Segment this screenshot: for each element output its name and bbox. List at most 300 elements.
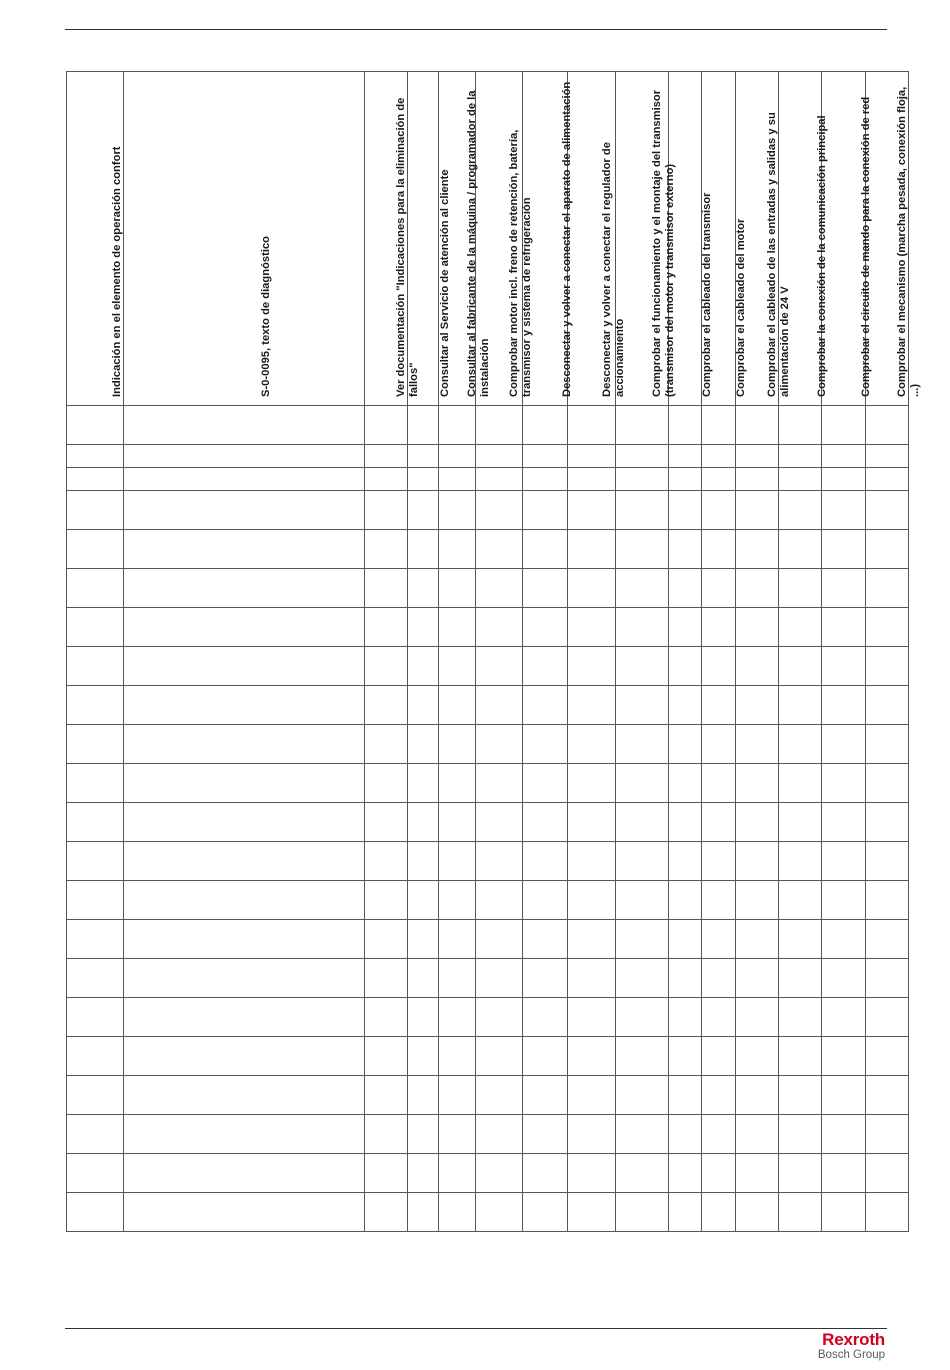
table-cell [736,881,779,920]
table-cell [365,406,408,445]
table-cell [822,647,866,686]
table-cell [124,647,365,686]
table-cell [669,803,702,842]
table-cell [669,1037,702,1076]
table-cell [866,920,909,959]
table-cell [439,686,476,725]
table-cell [439,530,476,569]
header-check-motor-wiring: Comprobar el cableado del motor [702,72,736,406]
table-cell [476,686,523,725]
table-cell [439,725,476,764]
table-cell [124,881,365,920]
table-cell [67,881,124,920]
table-cell [616,569,669,608]
table-cell [736,686,779,725]
table-cell [67,491,124,530]
table-cell [736,445,779,468]
table-cell [866,406,909,445]
table-cell [822,1076,866,1115]
table-cell [822,959,866,998]
table-cell [439,445,476,468]
table-cell [568,842,616,881]
header-check-motor: Comprobar motor incl. freno de retención, batería, transmisor y sistema de refrigeración [476,72,523,406]
table-cell [408,468,439,491]
table-cell [866,764,909,803]
table-cell [124,764,365,803]
header-check-io-wiring: Comprobar el cableado de las entradas y salidas y su alimentación de 24 V [736,72,779,406]
table-cell [822,1037,866,1076]
table-cell [822,998,866,1037]
header-check-mains-control: Comprobar el circuito de mando para la conexión de red [822,72,866,406]
header-check-mechanism: Comprobar el mecanismo (marcha pesada, conexión floja, ...) [866,72,909,406]
table-cell [568,686,616,725]
table-cell [67,803,124,842]
table-cell [408,920,439,959]
table-cell [866,608,909,647]
table-cell [124,920,365,959]
table-cell [67,530,124,569]
table-cell [822,842,866,881]
table-cell [669,725,702,764]
table-cell [67,647,124,686]
table-cell [365,803,408,842]
table-cell [439,803,476,842]
table-cell [779,1115,822,1154]
table-row [67,764,909,803]
header-restart-drive: Desconectar y volver a conectar el regulador de accionamiento [568,72,616,406]
table-cell [476,569,523,608]
table-cell [365,1115,408,1154]
table-cell [124,1037,365,1076]
table-cell [669,920,702,959]
table-cell [616,445,669,468]
table-cell [408,1154,439,1193]
table-cell [365,686,408,725]
table-cell [523,725,568,764]
table-cell [67,686,124,725]
table-cell [67,569,124,608]
table-cell [439,468,476,491]
table-row [67,530,909,569]
table-cell [736,468,779,491]
table-row [67,686,909,725]
table-cell [616,608,669,647]
table-row [67,406,909,445]
table-cell [365,764,408,803]
table-cell [67,842,124,881]
table-cell [736,491,779,530]
table-cell [702,1076,736,1115]
header-machine-manufacturer: Consultar al fabricante de la máquina / programador de la instalación [439,72,476,406]
table-cell [124,530,365,569]
table-cell [476,1193,523,1232]
table-cell [523,1154,568,1193]
table-cell [736,1115,779,1154]
table-cell [408,725,439,764]
table-cell [365,881,408,920]
table-cell [702,647,736,686]
table-cell [702,608,736,647]
table-cell [822,1193,866,1232]
table-cell [408,842,439,881]
table-cell [408,530,439,569]
table-cell [866,445,909,468]
table-cell [669,998,702,1037]
table-row [67,491,909,530]
table-cell [866,1115,909,1154]
bottom-rule [65,1328,887,1329]
table-cell [822,1154,866,1193]
table-cell [822,530,866,569]
table-cell [822,1115,866,1154]
table-cell [365,959,408,998]
top-rule [65,29,887,30]
table-row [67,959,909,998]
table-cell [616,686,669,725]
table-cell [669,1076,702,1115]
table-cell [822,881,866,920]
table-cell [669,1154,702,1193]
table-cell [568,406,616,445]
table-row [67,468,909,491]
table-cell [779,959,822,998]
table-cell [439,491,476,530]
table-cell [523,920,568,959]
table-cell [616,920,669,959]
table-cell [866,468,909,491]
table-cell [408,881,439,920]
table-cell [124,491,365,530]
table-cell [779,764,822,803]
table-cell [568,959,616,998]
table-cell [866,1154,909,1193]
table-cell [702,881,736,920]
table-cell [124,842,365,881]
table-cell [124,468,365,491]
table-cell [408,445,439,468]
table-cell [736,406,779,445]
table-cell [866,803,909,842]
table-cell [822,764,866,803]
table-cell [476,1154,523,1193]
table-cell [523,1037,568,1076]
table-cell [568,1115,616,1154]
table-cell [124,1115,365,1154]
table-cell [779,406,822,445]
table-cell [476,647,523,686]
table-cell [365,530,408,569]
table-cell [702,468,736,491]
table-cell [736,1154,779,1193]
header-restart-supply: Desconectar y volver a conectar el aparato de alimentación [523,72,568,406]
table-cell [67,959,124,998]
table-cell [439,1154,476,1193]
table-cell [779,647,822,686]
table-cell [408,1115,439,1154]
table-cell [822,725,866,764]
table-cell [365,1193,408,1232]
table-cell [702,1115,736,1154]
table-cell [124,959,365,998]
diagnostic-table [66,71,921,1232]
table-row [67,881,909,920]
table-cell [523,445,568,468]
table-cell [779,725,822,764]
table-cell [779,686,822,725]
table-cell [616,959,669,998]
table-cell [67,920,124,959]
table-cell [669,1193,702,1232]
table-cell [365,608,408,647]
table-cell [408,686,439,725]
table-cell [523,406,568,445]
table-cell [568,1037,616,1076]
table-cell [779,920,822,959]
table-cell [523,881,568,920]
table-cell [736,998,779,1037]
table-cell [669,764,702,803]
table-cell [365,569,408,608]
table-cell [365,491,408,530]
table-cell [67,998,124,1037]
table-cell [476,445,523,468]
table-cell [866,725,909,764]
table-cell [702,530,736,569]
table-cell [736,764,779,803]
table-cell [523,1076,568,1115]
table-cell [669,881,702,920]
table-cell [669,608,702,647]
table-cell [365,1037,408,1076]
table-cell [779,468,822,491]
table-cell [702,920,736,959]
table-cell [779,881,822,920]
table-cell [616,998,669,1037]
table-cell [124,445,365,468]
table-cell [568,725,616,764]
table-cell [779,1037,822,1076]
table-cell [568,530,616,569]
table-cell [822,468,866,491]
table-cell [408,608,439,647]
header-diagnostic-text: S-0-0095, texto de diagnóstico [124,72,365,406]
table-row [67,1115,909,1154]
table-cell [365,1076,408,1115]
table-row [67,1154,909,1193]
table-cell [669,647,702,686]
table-cell [702,1037,736,1076]
table-cell [523,1193,568,1232]
table-cell [124,1076,365,1115]
table-cell [779,1154,822,1193]
table-cell [866,491,909,530]
table-cell [523,530,568,569]
table-cell [779,842,822,881]
table-cell [568,1154,616,1193]
table-cell [523,959,568,998]
table-cell [736,530,779,569]
table-cell [779,1193,822,1232]
table-cell [866,1076,909,1115]
logo-subtitle: Bosch Group [817,1349,885,1361]
table-cell [822,406,866,445]
table-cell [523,1115,568,1154]
table-cell [476,725,523,764]
table-cell [822,686,866,725]
table-cell [822,491,866,530]
table-cell [736,647,779,686]
table-cell [702,1193,736,1232]
table-cell [822,445,866,468]
table-cell [476,920,523,959]
table-cell [669,1115,702,1154]
table-cell [822,569,866,608]
table-cell [476,491,523,530]
table-cell [616,725,669,764]
table-cell [124,569,365,608]
table-cell [866,530,909,569]
table-cell [866,959,909,998]
table-cell [408,569,439,608]
table-cell [523,842,568,881]
table-cell [779,491,822,530]
table-body [67,406,909,1232]
table-cell [669,491,702,530]
table-cell [439,1037,476,1076]
table-cell [523,764,568,803]
table-cell [702,998,736,1037]
table-cell [616,764,669,803]
table-cell [124,406,365,445]
table-cell [616,1037,669,1076]
table-cell [365,468,408,491]
table-cell [616,1076,669,1115]
table-cell [365,725,408,764]
table-row [67,608,909,647]
table-cell [866,998,909,1037]
table-cell [616,803,669,842]
table-cell [669,842,702,881]
table-cell [866,881,909,920]
table-cell [67,406,124,445]
table-cell [523,608,568,647]
table-cell [736,842,779,881]
table-cell [124,1193,365,1232]
table-row [67,842,909,881]
table-cell [702,686,736,725]
table-cell [439,1076,476,1115]
table-cell [439,608,476,647]
table-cell [616,530,669,569]
table-cell [866,1193,909,1232]
table-cell [523,647,568,686]
table-cell [866,686,909,725]
table-cell [779,569,822,608]
table-cell [736,1193,779,1232]
table-cell [408,959,439,998]
table-cell [568,764,616,803]
table-cell [439,764,476,803]
table-cell [476,842,523,881]
table-cell [568,998,616,1037]
table-cell [702,1154,736,1193]
table-cell [736,1076,779,1115]
table-cell [408,1076,439,1115]
table-cell [439,881,476,920]
table-cell [669,959,702,998]
table-cell [476,468,523,491]
table-row [67,1076,909,1115]
table-cell [669,686,702,725]
table-cell [702,569,736,608]
table-cell [523,998,568,1037]
table-cell [568,445,616,468]
table-cell [67,1193,124,1232]
table-cell [616,1193,669,1232]
table-cell [67,1037,124,1076]
table-cell [523,569,568,608]
table-cell [702,406,736,445]
table-cell [702,842,736,881]
table-cell [616,881,669,920]
table-cell [669,569,702,608]
table-cell [779,803,822,842]
table-cell [67,1154,124,1193]
table-cell [124,725,365,764]
table-cell [408,1037,439,1076]
table-cell [822,920,866,959]
table-cell [476,530,523,569]
table-cell [476,1076,523,1115]
table-cell [736,608,779,647]
table-cell [408,1193,439,1232]
table-cell [67,445,124,468]
table-row [67,445,909,468]
table-cell [616,647,669,686]
table-cell [702,959,736,998]
header-display-indication: Indicación en el elemento de operación confort [67,72,124,406]
table-row [67,803,909,842]
table-cell [439,959,476,998]
table-cell [476,406,523,445]
table-cell [476,959,523,998]
table-cell [365,445,408,468]
table-cell [702,491,736,530]
header-see-documentation: Ver documentación "Indicaciones para la eliminación de fallos" [365,72,408,406]
table-cell [736,920,779,959]
table-cell [523,491,568,530]
table-cell [124,608,365,647]
table-cell [702,764,736,803]
table-cell [822,803,866,842]
header-check-master-communication: Comprobar la conexión de la comunicación principal [779,72,822,406]
table-cell [476,998,523,1037]
table-cell [408,491,439,530]
table-cell [67,1115,124,1154]
table-cell [476,608,523,647]
table-cell [779,1076,822,1115]
table-cell [523,468,568,491]
table-cell [476,764,523,803]
table-cell [365,998,408,1037]
table-row [67,569,909,608]
header-row [67,72,909,406]
table-cell [568,647,616,686]
table-cell [523,803,568,842]
table-row [67,1193,909,1232]
table-cell [568,881,616,920]
table-row [67,647,909,686]
